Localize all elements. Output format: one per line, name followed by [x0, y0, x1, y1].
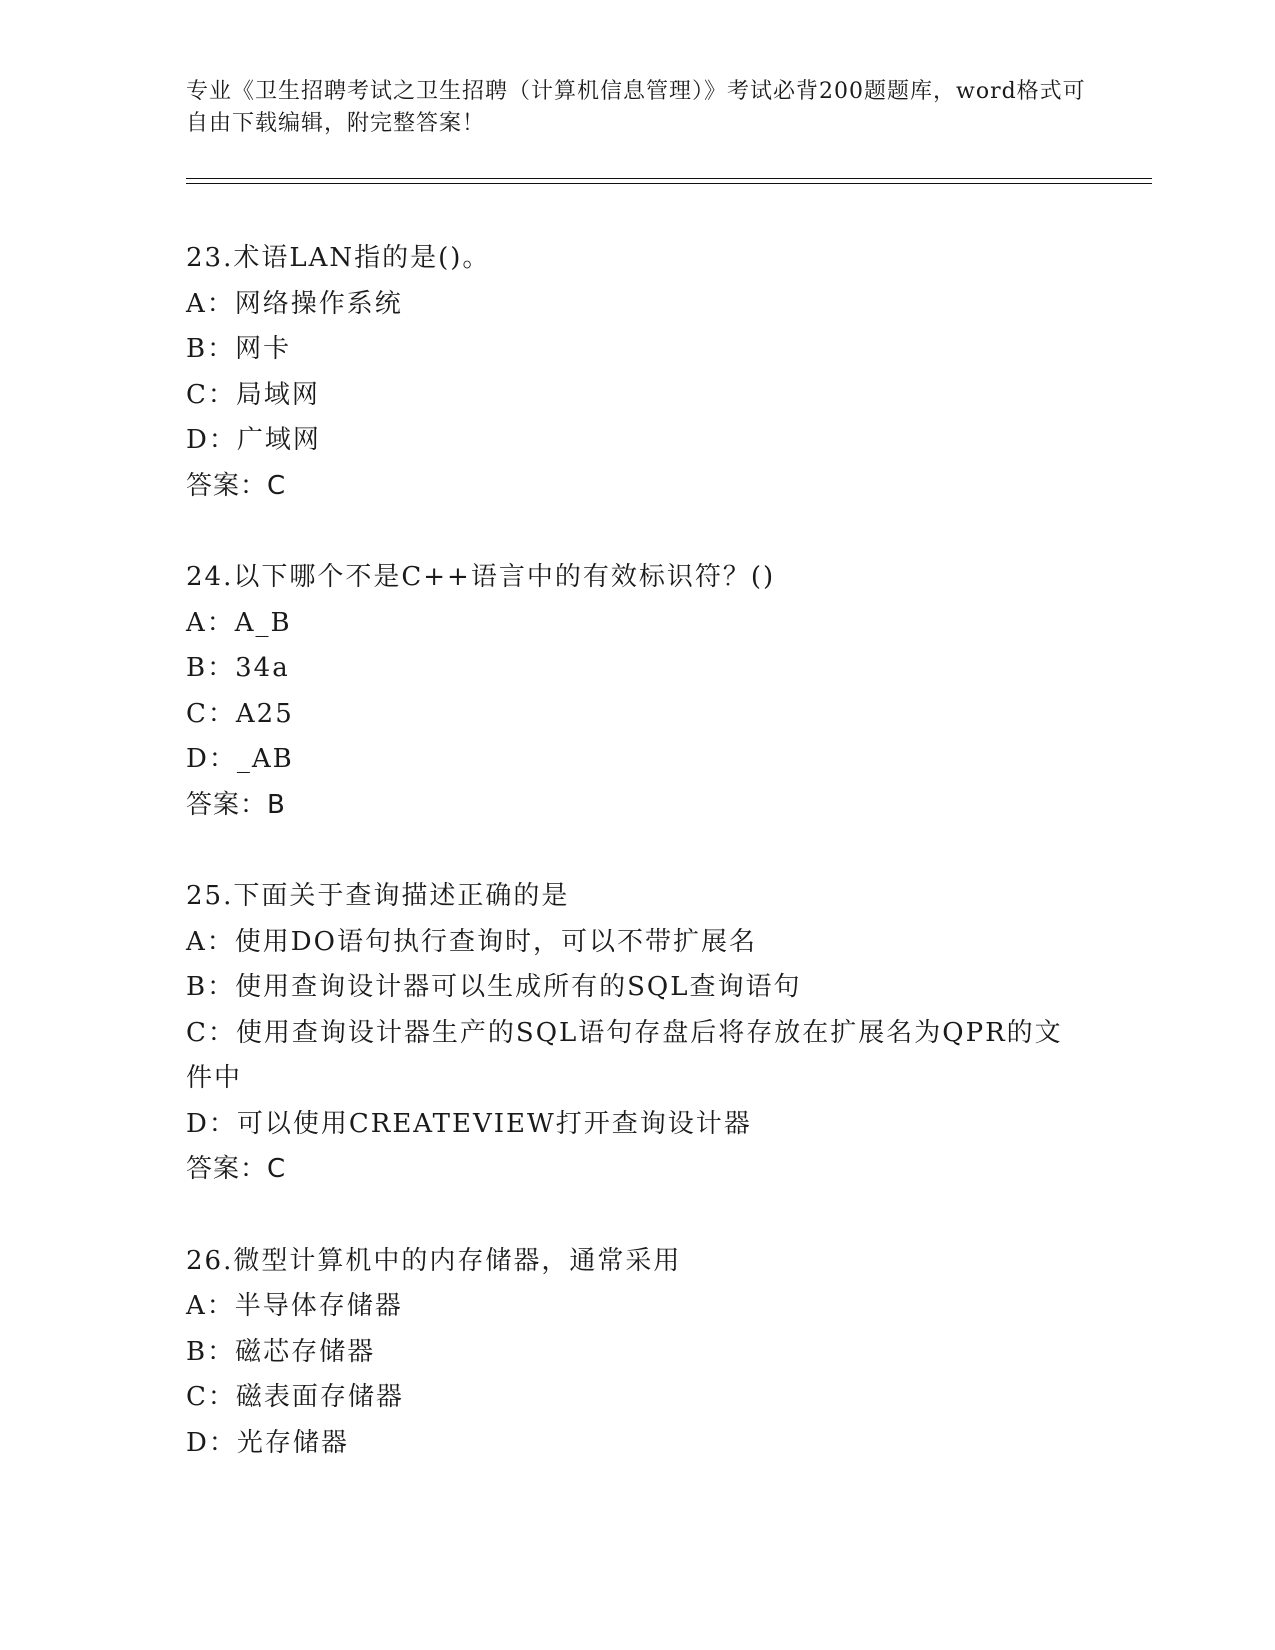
question-24: [186, 555, 1086, 828]
question-spacer: [186, 509, 1086, 555]
option-a: A：A_B: [186, 607, 292, 638]
option-c: C：使用查询设计器生产的SQL语句存盘后将存放在扩展名为QPR的文件中: [186, 1017, 1063, 1093]
question-spacer: [186, 1193, 1086, 1239]
option-b: B：34a: [186, 653, 290, 683]
option-d: D：可以使用CREATEVIEW打开查询设计器: [186, 1108, 752, 1139]
question-stem: 24.以下哪个不是C++语言中的有效标识符？(): [186, 562, 776, 592]
answer: 答案：B: [186, 789, 286, 820]
answer: 答案：C: [186, 470, 287, 501]
question-spacer: [186, 828, 1086, 874]
option-b: B：网卡: [186, 334, 292, 364]
option-d: D：_AB: [186, 744, 294, 774]
question-26: [186, 1239, 1086, 1467]
question-stem: 25.下面关于查询描述正确的是: [186, 881, 570, 911]
question-stem: 23.术语LAN指的是()。: [186, 243, 491, 273]
option-a: A：网络操作系统: [186, 288, 403, 319]
option-a: A：使用DO语句执行查询时，可以不带扩展名: [186, 926, 757, 957]
question-23: [186, 236, 1086, 509]
option-c: C：A25: [186, 698, 294, 729]
header-divider-top: [186, 178, 1152, 179]
option-b: B：磁芯存储器: [186, 1336, 376, 1367]
question-stem: 26.微型计算机中的内存储器，通常采用: [186, 1245, 682, 1276]
option-b: B：使用查询设计器可以生成所有的SQL查询语句: [186, 972, 802, 1002]
option-c: C：磁表面存储器: [186, 1382, 404, 1412]
option-c: C：局域网: [186, 379, 320, 410]
option-d: D：广域网: [186, 425, 321, 455]
answer: 答案：C: [186, 1154, 287, 1184]
option-d: D：光存储器: [186, 1427, 349, 1458]
question-25: [186, 874, 1086, 1193]
question-list: [186, 236, 1086, 1466]
document-header: 专业《卫生招聘考试之卫生招聘（计算机信息管理）》考试必背200题题库，word格式可自由下载编辑，附完整答案！: [186, 79, 1086, 136]
header-divider-bottom: [186, 183, 1152, 184]
option-a: A：半导体存储器: [186, 1291, 403, 1321]
